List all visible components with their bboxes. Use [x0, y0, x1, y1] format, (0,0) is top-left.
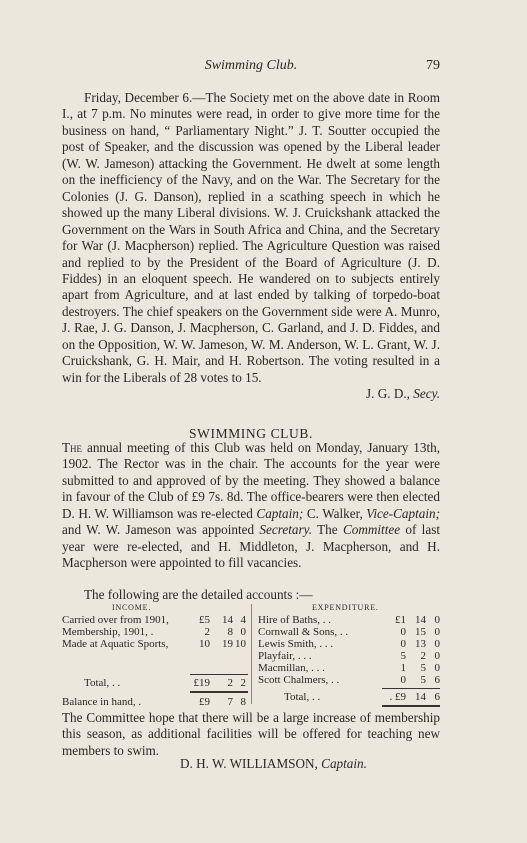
expenditure-shillings: 5: [420, 674, 426, 686]
expenditure-label: Playfair, . . .: [258, 650, 312, 662]
signature-initials: J. G. D.,: [366, 386, 410, 402]
signature-role: Secy.: [413, 386, 440, 402]
income-total-shillings: 2: [227, 677, 233, 689]
income-row: [62, 638, 248, 650]
debate-report-paragraph: [62, 90, 440, 403]
income-shillings: 14: [222, 614, 233, 626]
closing-signature: [180, 756, 367, 772]
income-shillings: 19: [222, 638, 233, 650]
income-heading: INCOME.: [112, 603, 152, 612]
balance-label: Balance in hand, .: [62, 696, 142, 708]
expenditure-total-shillings: 14: [415, 691, 426, 703]
meeting-report-text-1: annual meeting of this Club was held on Monday, January 13th, 1902. The Rector was in the chair. The accounts for the year were submitted to and approved of by the meeting. They showed a balance in favour of the Club of £9 7s. 8d. The office-bearers were then elected D. H. W. Williamson was re-elected: [62, 440, 440, 521]
income-label: Carried over from 1901,: [62, 614, 169, 626]
expenditure-row: [258, 626, 440, 638]
closing-signature-name: D. H. W. WILLIAMSON,: [180, 756, 318, 771]
expenditure-pounds: 1: [400, 662, 406, 674]
expenditure-row: [258, 662, 440, 674]
running-head: [62, 58, 440, 76]
expenditure-row: [258, 650, 440, 662]
meeting-report-text-5: of last year were re-elected, and H. Middleton, J. Macpherson, and H. Macpherson were appointed to fill vacancies.: [62, 522, 440, 571]
expenditure-pounds: £1: [395, 614, 406, 626]
income-pence: 4: [240, 614, 246, 626]
running-head-title: Swimming Club.: [204, 58, 298, 73]
expenditure-row: [258, 638, 440, 650]
expenditure-row: [258, 674, 440, 686]
debate-report-signature: [62, 386, 440, 402]
income-total-row: [62, 677, 248, 689]
expenditure-pounds: 0: [400, 638, 406, 650]
income-double-rule: [190, 691, 248, 693]
balance-row: [62, 696, 248, 708]
expenditure-total-row: [258, 691, 440, 703]
expenditure-total-pounds: . £9: [389, 691, 406, 703]
meeting-report-text-4: The: [317, 522, 338, 538]
expenditure-shillings: 2: [420, 650, 426, 662]
expenditure-label: Scott Chalmers, . .: [258, 674, 340, 686]
expenditure-pence: 0: [434, 650, 440, 662]
expenditure-pounds: 0: [400, 626, 406, 638]
expenditure-shillings: 15: [415, 626, 426, 638]
page-number: 79: [426, 58, 440, 73]
income-pounds: 2: [204, 626, 210, 638]
closing-paragraph: The Committee hope that there will be a large increase of membership this season, as additional facilities will be offered for teaching new members to swim.: [62, 710, 440, 758]
income-pence: 10: [235, 638, 246, 650]
income-row: [62, 614, 248, 626]
lead-word: The: [62, 440, 83, 455]
accounts-intro: The following are the detailed accounts :—: [84, 587, 313, 602]
committee-title: Committee: [342, 522, 401, 538]
secretary-title: Secretary.: [259, 522, 313, 538]
expenditure-label: Cornwall & Sons, . .: [258, 626, 349, 638]
expenditure-pence: 0: [434, 626, 440, 638]
captain-title: Captain;: [256, 505, 304, 521]
meeting-report-text-3: and W. W. Jameson was appointed: [62, 522, 255, 538]
expenditure-label: Lewis Smith, . . .: [258, 638, 334, 650]
vice-captain-title: Vice-Captain;: [366, 505, 441, 521]
expenditure-pence: 0: [434, 638, 440, 650]
section-heading: SWIMMING CLUB.: [189, 426, 313, 441]
expenditure-pence: 0: [434, 662, 440, 674]
expenditure-total-pence: 6: [434, 691, 440, 703]
expenditure-label: Macmillan, . . .: [258, 662, 325, 674]
balance-pence: 8: [240, 696, 246, 708]
expenditure-heading: EXPENDITURE.: [312, 603, 379, 612]
expenditure-total-label: Total, . .: [284, 691, 321, 703]
income-row: [62, 626, 248, 638]
column-divider: [251, 604, 252, 704]
expenditure-shillings: 5: [420, 662, 426, 674]
meeting-report-text-2: C. Walker,: [306, 505, 363, 521]
closing-signature-role: Captain.: [321, 756, 367, 771]
expenditure-total-rule: [382, 688, 440, 689]
expenditure-shillings: 13: [415, 638, 426, 650]
expenditure-row: [258, 614, 440, 626]
expenditure-pence: 0: [434, 614, 440, 626]
expenditure-pounds: 0: [400, 674, 406, 686]
expenditure-pounds: 5: [400, 650, 406, 662]
balance-shillings: 7: [227, 696, 233, 708]
income-total-pence: 2: [240, 677, 246, 689]
income-pounds: 10: [199, 638, 210, 650]
expenditure-label: Hire of Baths, . .: [258, 614, 332, 626]
expenditure-shillings: 14: [415, 614, 426, 626]
meeting-report-paragraph: [62, 440, 440, 572]
income-total-label: Total, . .: [84, 677, 121, 689]
balance-pounds: £9: [199, 696, 210, 708]
income-pounds: £5: [199, 614, 210, 626]
expenditure-pence: 6: [434, 674, 440, 686]
expenditure-double-rule: [382, 705, 440, 707]
income-total-pounds: £19: [193, 677, 210, 689]
income-label: Made at Aquatic Sports,: [62, 638, 169, 650]
income-total-rule: [190, 674, 248, 675]
debate-report-text: Friday, December 6.—The Society met on the above date in Room I., at 7 p.m. No minutes were read, in order to give more time for the business on hand, “ Parliamentary Night.” J. T. Soutter occupied the post of Speaker, and the discussion was opened by the Liberal leader (W. W. Jameson) attacking the Government. He dwelt at some length on the inefficiency of the Navy, and on the War. The Secretary for the Colonies (J. G. Danson), replied in a scathing speech in which he showed up the many Liberal divisions. W. J. Cruickshank attacked the Government on the Wars in South Africa and China, and the Secretary for War (J. Macpherson) replied. The Agriculture Question was raised and replied to by the President of the Board of Agriculture (J. D. Fiddes) in an eloquent speech. He wandered on to subjects entirely apart from Agriculture, and at last ended by talking of torpedo-boat destroyers. The chief speakers on the Government side were A. Munro, J. Rae, J. G. Danson, J. Macpherson, C. Garland, and J. D. Fiddes, and on the Opposition, W. W. Jameson, W. M. Anderson, W. L. Grant, W. J. Cruickshank, G. H. Mair, and H. Robertson. The voting resulted in a win for the Liberals of 28 votes to 15.: [62, 90, 440, 385]
income-shillings: 8: [227, 626, 233, 638]
income-pence: 0: [240, 626, 246, 638]
income-label: Membership, 1901, .: [62, 626, 154, 638]
